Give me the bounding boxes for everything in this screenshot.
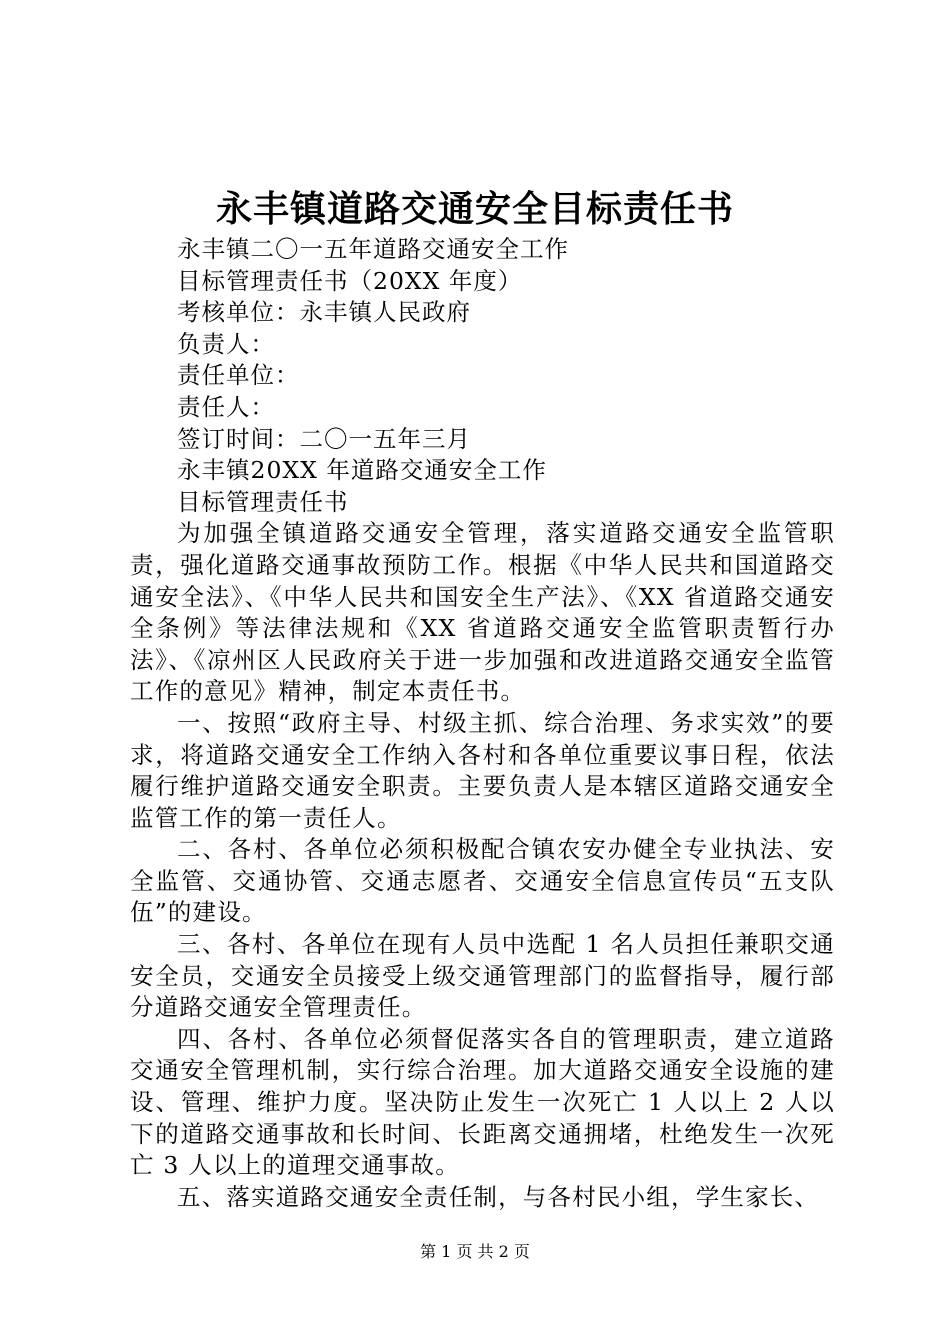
body-paragraph: 二、各村、各单位必须积极配合镇农安办健全专业执法、安全监管、交通协管、交通志愿者、交通安全信息宣传员“五支队伍”的建设。: [130, 835, 835, 927]
document-body: [130, 234, 835, 1213]
body-paragraph: 三、各村、各单位在现有人员中选配 1 名人员担任兼职交通安全员，交通安全员接受上级交通管理部门的监督指导，履行部分道路交通安全管理责任。: [130, 930, 835, 1022]
header-line: 签订时间：二〇一五年三月: [177, 424, 471, 453]
body-paragraph: 四、各村、各单位必须督促落实各自的管理职责，建立道路交通安全管理机制，实行综合治理。加大道路交通安全设施的建设、管理、维护力度。坚决防止发生一次死亡 1 人以上 2 人以下的道路交通事故和长时间、长距离交通拥堵，杜绝发生一次死亡 3 人以上的道理交通事故。: [130, 1024, 835, 1180]
header-line: 负责人：: [177, 329, 275, 358]
header-line: 目标管理责任书（20XX 年度）: [177, 266, 523, 295]
body-paragraph: 为加强全镇道路交通安全管理，落实道路交通安全监管职责，强化道路交通事故预防工作。根据《中华人民共和国道路交通安全法》、《中华人民共和国安全生产法》、《XX 省道路交通安全条例》等法律法规和《XX 省道路交通安全监管职责暂行办法》、《凉州区人民政府关于进一步加强和改进道路交通安全监管工作的意见》精神，制定本责任书。: [130, 519, 835, 706]
body-paragraph: 一、按照“政府主导、村级主抓、综合治理、务求实效”的要求，将道路交通安全工作纳入各村和各单位重要议事日程，依法履行维护道路交通安全职责。主要负责人是本辖区道路交通安全监管工作的第一责任人。: [130, 708, 835, 832]
document-title: 永丰镇道路交通安全目标责任书: [215, 188, 734, 230]
header-line: 目标管理责任书: [177, 487, 349, 516]
header-line: 永丰镇二〇一五年道路交通安全工作: [177, 235, 569, 263]
header-line: 责任单位：: [177, 361, 300, 390]
header-line: 考核单位：永丰镇人民政府: [177, 298, 471, 327]
header-line: 永丰镇20XX 年道路交通安全工作: [177, 456, 547, 485]
header-line: 责任人：: [177, 392, 275, 421]
page-number-footer: 第 1 页 共 2 页: [420, 1242, 530, 1261]
body-paragraph: 五、落实道路交通安全责任制，与各村民小组，学生家长、: [177, 1182, 820, 1211]
